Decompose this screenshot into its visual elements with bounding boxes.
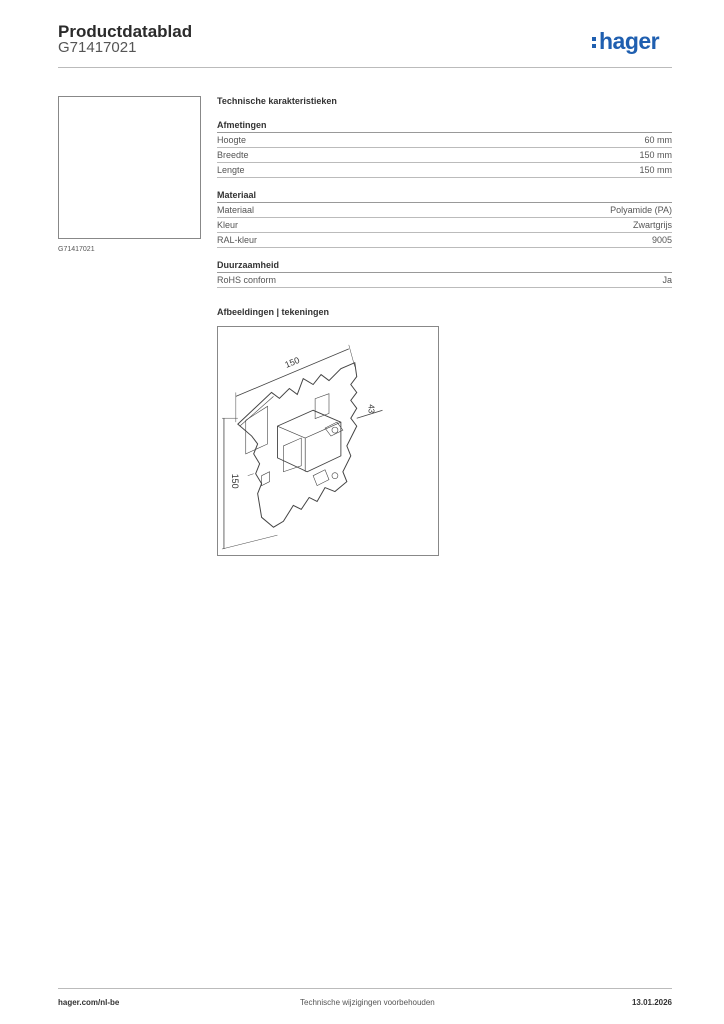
footer-notice: Technische wijzigingen voorbehouden	[300, 998, 435, 1007]
dim-label-width: 150	[283, 355, 301, 370]
spec-row	[217, 233, 672, 248]
spec-row	[217, 148, 672, 163]
spec-label: Breedte	[217, 150, 249, 160]
plate-outline	[238, 363, 357, 528]
spec-label: Materiaal	[217, 205, 255, 215]
spec-group-sustainability	[217, 260, 672, 288]
spec-label: Kleur	[217, 220, 239, 230]
spec-group-material	[217, 190, 672, 248]
page-title: Productdatablad	[58, 22, 193, 41]
spec-value: 9005	[651, 235, 672, 245]
footer-website-link[interactable]: hager.com/nl-be	[58, 998, 120, 1007]
spec-row	[217, 218, 672, 233]
spec-label: Lengte	[217, 165, 245, 175]
spec-group-title: Afmetingen	[217, 120, 672, 133]
spec-group-dimensions	[217, 120, 672, 178]
spec-row	[217, 133, 672, 148]
thumbnail-caption: G71417021	[58, 246, 95, 253]
spec-value: 150 mm	[639, 165, 672, 175]
spec-label: Hoogte	[217, 135, 247, 145]
spec-row	[217, 203, 672, 218]
product-code: G71417021	[58, 39, 137, 56]
dim-label-height: 150	[229, 473, 240, 489]
logo-dots-icon	[592, 34, 597, 50]
dim-label-depth: 43	[366, 404, 376, 414]
specs-title: Technische karakteristieken	[217, 96, 337, 106]
footer-divider	[58, 988, 672, 989]
spec-label: RoHS conform	[217, 275, 277, 285]
logo-text: hager	[599, 28, 660, 54]
spec-value: Ja	[662, 275, 672, 285]
spec-value: 150 mm	[639, 150, 672, 160]
spec-value: Zwartgrijs	[632, 220, 672, 230]
footer-date: 13.01.2026	[631, 998, 672, 1007]
spec-value: 60 mm	[644, 135, 672, 145]
spec-row	[217, 273, 672, 288]
box-body	[277, 410, 340, 471]
spec-group-title: Materiaal	[217, 190, 672, 203]
specs-section	[217, 96, 672, 300]
spec-row	[217, 163, 672, 178]
hager-logo	[592, 28, 659, 55]
spec-value: Polyamide (PA)	[610, 205, 672, 215]
product-thumbnail	[58, 96, 201, 239]
spec-label: RAL-kleur	[217, 235, 258, 245]
images-title: Afbeeldingen | tekeningen	[217, 307, 330, 317]
header-divider	[58, 67, 672, 68]
spec-group-title: Duurzaamheid	[217, 260, 672, 273]
technical-drawing	[217, 326, 439, 556]
